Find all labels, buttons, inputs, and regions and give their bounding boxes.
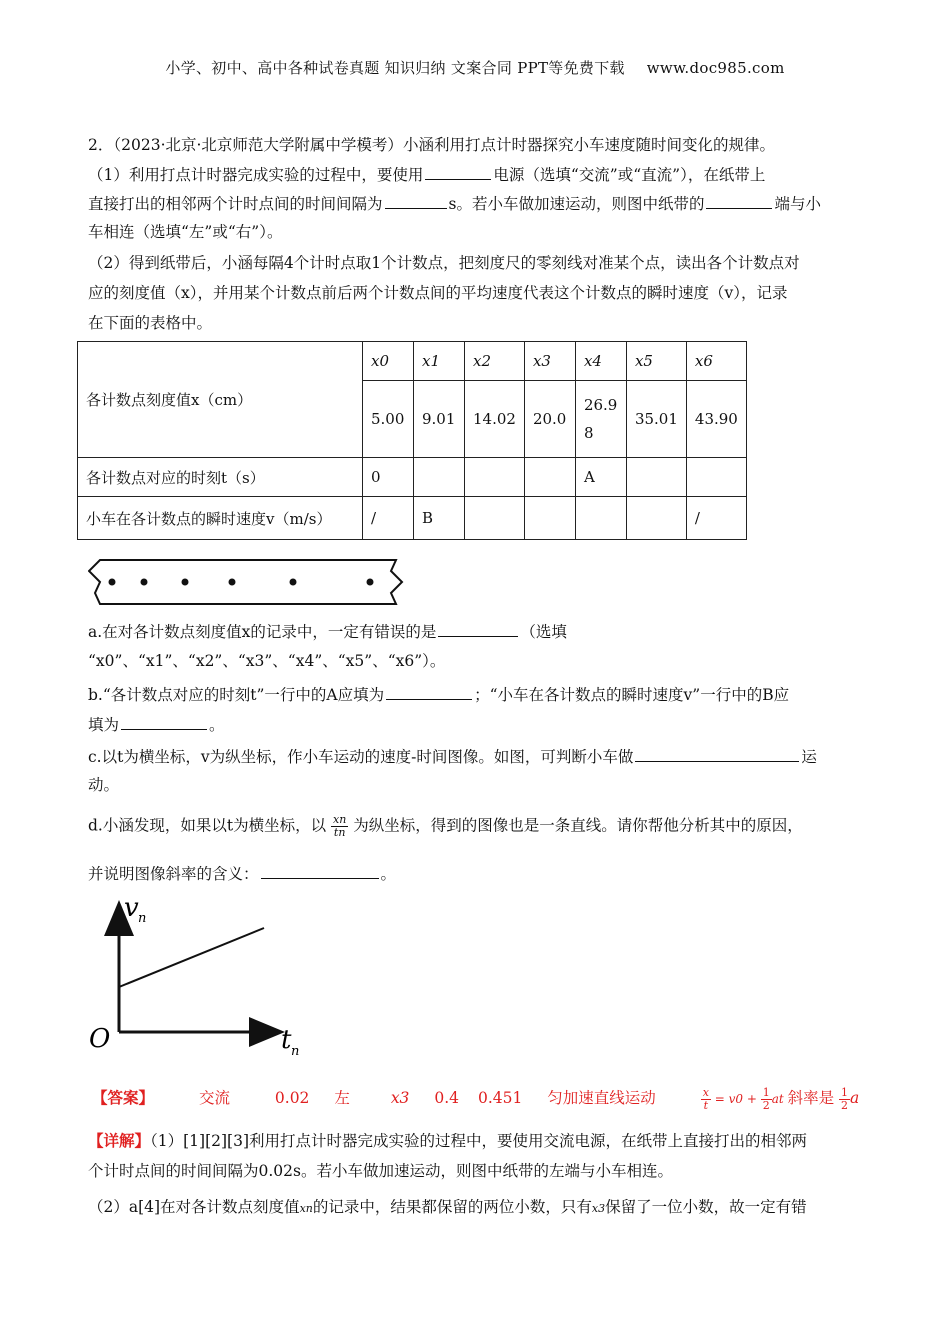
table-cell: 43.90	[686, 381, 746, 458]
table-cell	[465, 458, 525, 497]
table-cell: B	[414, 497, 465, 540]
table-cell: 14.02	[465, 381, 525, 458]
answer-formula	[701, 1086, 788, 1112]
part1-text: 端与小	[774, 195, 821, 213]
header-text: x4	[583, 352, 602, 370]
subq-a-line1	[88, 620, 868, 643]
subq-text: d.小涵发现，如果以t为横坐标，以	[88, 816, 327, 835]
frac-num: 1	[841, 1085, 849, 1099]
answer-blank[interactable]	[121, 713, 207, 730]
subq-text: 并说明图像斜率的含义：	[88, 865, 259, 883]
answer-item: 左	[334, 1089, 350, 1107]
tape-dot	[367, 579, 374, 586]
table-cell	[414, 458, 465, 497]
subq-text: 。	[209, 716, 225, 734]
x-axis-subscript: n	[291, 1044, 300, 1059]
answer-item: x3	[390, 1089, 410, 1107]
slope-a: a	[850, 1089, 860, 1107]
answer-item: 交流	[198, 1089, 230, 1107]
header-x6	[686, 342, 746, 381]
subq-text: b.“各计数点对应的时刻t”一行中的A应填为	[88, 686, 385, 704]
subq-text: （选填	[520, 623, 567, 641]
table-cell	[524, 458, 575, 497]
table-cell	[686, 458, 746, 497]
answer-blank[interactable]	[425, 163, 491, 180]
part2-line3: 在下面的表格中。	[88, 314, 213, 332]
question-intro: 小涵利用打点计时器探究小车速度随时间变化的规律。	[402, 136, 775, 154]
y-axis-label: v	[124, 893, 139, 923]
answer-blank[interactable]	[385, 192, 447, 209]
subq-text: ；“小车在各计数点的瞬时速度v”一行中的B应	[474, 686, 790, 704]
table-cell: 9.01	[414, 381, 465, 458]
tape-dot	[141, 579, 148, 586]
frac-num: 1	[762, 1086, 770, 1099]
answer-blank[interactable]	[706, 192, 772, 209]
header-x3	[524, 342, 575, 381]
subq-a-line2: “x0”、“x1”、“x2”、“x3”、“x4”、“x5”、“x6”）。	[88, 652, 446, 670]
table-cell: 20.0	[524, 381, 575, 458]
answer-item: 匀加速直线运动	[547, 1089, 656, 1107]
header-x5	[626, 342, 686, 381]
answer-blank[interactable]	[635, 745, 799, 762]
frac-den: 2	[762, 1099, 770, 1112]
part1-line3: 车相连（选填“左”或“右”）。	[88, 223, 283, 241]
frac-num: x	[702, 1086, 709, 1099]
v-t-line	[119, 928, 264, 987]
header-x1	[414, 342, 465, 381]
part1-text: s。若小车做加速运动，则图中纸带的	[448, 195, 705, 213]
header-text: x1	[422, 352, 441, 370]
x-axis-label: t	[281, 1025, 292, 1055]
subq-c-line2: 动。	[88, 776, 120, 794]
subq-c-line1	[88, 745, 868, 768]
row-label-v: 小车在各计数点的瞬时速度v（m/s）	[78, 497, 363, 540]
part1-text: 直接打出的相邻两个计时点间的时间间隔为	[88, 195, 383, 213]
detail-line2: 个计时点间的时间间隔为0.02s。若小车做加速运动，则图中纸带的左端与小车相连。	[88, 1162, 673, 1180]
answer-item: 0.4	[434, 1089, 460, 1107]
subq-text: 。	[380, 865, 397, 883]
header-site-link[interactable]: www.doc985.com	[646, 59, 785, 77]
header-x0	[363, 342, 414, 381]
header-text: x2	[473, 352, 492, 370]
table-row-time	[78, 458, 747, 497]
formula-at: at	[771, 1092, 784, 1106]
tape-dot	[182, 579, 189, 586]
table-cell: 各计数点刻度值x（cm）	[86, 391, 253, 409]
subq-text: 填为	[88, 716, 120, 734]
formula-mid: = v0 +	[714, 1092, 757, 1106]
detail-xn: xn	[299, 1202, 313, 1215]
table-cell: 5.00	[363, 381, 414, 458]
detail-text: （2）a[4]在对各计数点刻度值	[88, 1198, 300, 1216]
question-title	[88, 134, 868, 156]
table-cell: /	[686, 497, 746, 540]
part1-text: （1）利用打点计时器完成实验的过程中，要使用	[88, 166, 424, 184]
part1-line2	[88, 192, 868, 215]
header-text: x5	[634, 352, 653, 370]
velocity-time-graph	[84, 892, 314, 1062]
row-label-x	[78, 342, 363, 458]
subq-text: c.以t为横坐标，v为纵坐标，作小车运动的速度-时间图像。如图，可判断小车做	[88, 748, 634, 766]
answer-blank[interactable]	[386, 683, 472, 700]
answer-line	[92, 1086, 859, 1112]
subq-text: 为纵坐标，得到的图像也是一条直线。请你帮他分析其中的原因，	[353, 816, 803, 835]
detail-line1	[88, 1130, 868, 1152]
detail-text: （1）[1][2][3]利用打点计时器完成实验的过程中，要使用交流电源，在纸带上直接打出的相邻两	[150, 1132, 807, 1150]
frac-den: t	[703, 1099, 709, 1112]
tape-dot	[290, 579, 297, 586]
table-cell: 35.01	[626, 381, 686, 458]
table-cell	[575, 497, 626, 540]
answer-item: 0.02	[274, 1089, 310, 1107]
part1-text: 电源（选填“交流”或“直流”），在纸带上	[493, 166, 766, 184]
formula-frac-half	[761, 1087, 772, 1112]
answer-blank[interactable]	[261, 862, 379, 879]
subq-d-line2	[88, 862, 868, 885]
header-text: x3	[532, 352, 551, 370]
data-table	[77, 341, 747, 540]
detail-text: 保留了一位小数，故一定有错	[605, 1198, 807, 1216]
header-text: 小学、初中、高中各种试卷真题 知识归纳 文案合同 PPT等免费下载	[165, 59, 625, 77]
table-cell	[626, 497, 686, 540]
table-cell	[626, 458, 686, 497]
detail-tag: 【详解】	[88, 1131, 151, 1150]
detail-x3: x3	[591, 1202, 606, 1215]
header-x2	[465, 342, 525, 381]
table-cell: 26.9 8	[575, 381, 626, 458]
part2-line2: 应的刻度值（x），并用某个计数点前后两个计数点间的平均速度代表这个计数点的瞬时速度（v），记录	[88, 284, 788, 302]
tape-dot	[229, 579, 236, 586]
table-cell	[465, 497, 525, 540]
y-axis-subscript: n	[138, 911, 147, 926]
frac-den: 2	[841, 1098, 849, 1112]
slope-frac-half	[839, 1087, 850, 1112]
detail-text: 的记录中，结果都保留的两位小数，只有	[312, 1198, 592, 1216]
answer-blank[interactable]	[438, 620, 518, 637]
detail-line3	[88, 1196, 868, 1220]
subq-d-line1	[88, 814, 868, 839]
subq-text: a.在对各计数点刻度值x的记录中，一定有错误的是	[88, 623, 437, 641]
question-source: （2023·北京·北京师范大学附属中学模考）	[113, 136, 403, 154]
table-cell: 0	[363, 458, 414, 497]
slope-text: 斜率是	[787, 1089, 835, 1107]
row-label-t: 各计数点对应的时刻t（s）	[78, 458, 363, 497]
header-text: x6	[694, 352, 713, 370]
table-row-velocity	[78, 497, 747, 540]
frac-num: xn	[333, 813, 347, 826]
table-header-row	[78, 342, 747, 381]
header-x4	[575, 342, 626, 381]
table-cell: A	[575, 458, 626, 497]
fraction-xn-tn	[331, 814, 348, 839]
paper-tape-diagram	[88, 556, 408, 608]
part2-line1: （2）得到纸带后，小涵每隔4个计时点取1个计数点，把刻度尺的零刻线对准某个点，读出各个计数点对	[88, 254, 800, 272]
table-cell: /	[363, 497, 414, 540]
part1-line1	[88, 163, 868, 186]
page-header	[0, 57, 950, 78]
answer-item: 0.451	[477, 1089, 523, 1107]
formula-frac-xt	[701, 1087, 711, 1112]
frac-den: tn	[333, 826, 346, 839]
subq-b-line1	[88, 683, 868, 706]
question-number: 2．	[88, 136, 114, 154]
tape-dot	[109, 579, 116, 586]
table-cell	[524, 497, 575, 540]
origin-label: O	[89, 1024, 111, 1054]
subq-text: 运	[801, 748, 817, 766]
answer-tag: 【答案】	[92, 1088, 155, 1107]
subq-b-line2	[88, 713, 868, 736]
header-text: x0	[371, 352, 390, 370]
